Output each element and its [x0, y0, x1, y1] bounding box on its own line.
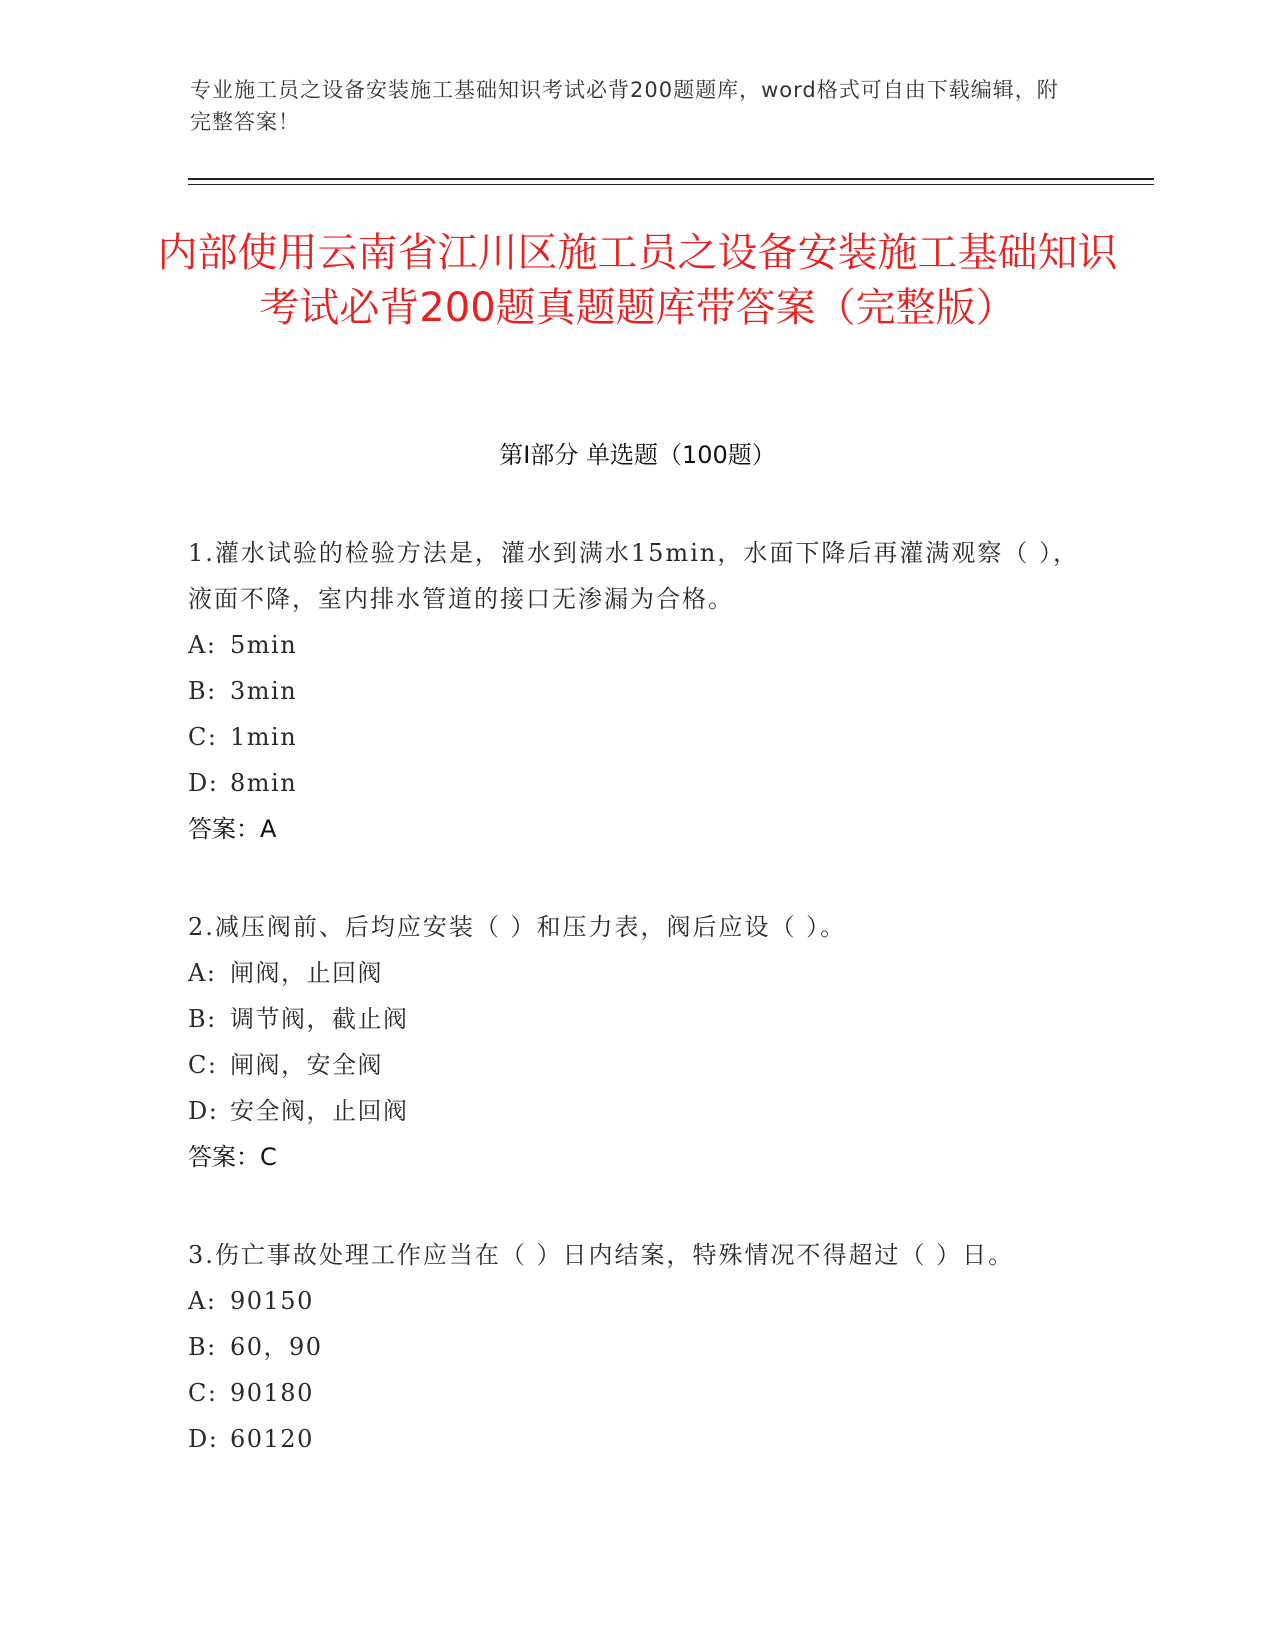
question-item: [188, 530, 1088, 852]
option-d: [188, 1088, 1088, 1134]
option-key: B:: [188, 1333, 217, 1361]
header-divider-thick: [188, 178, 1154, 180]
question-item: [188, 1232, 1088, 1462]
answer-text: 答案：A: [188, 815, 277, 843]
question-text: 3.伤亡事故处理工作应当在（ ）日内结案，特殊情况不得超过（ ）日。: [188, 1241, 1015, 1269]
option-key: C:: [188, 1051, 218, 1079]
option-c: [188, 1042, 1088, 1088]
option-a: [188, 622, 1088, 668]
option-key: D:: [188, 1097, 219, 1125]
option-d: [188, 760, 1088, 806]
option-key: A:: [188, 959, 217, 987]
option-value: 60，90: [230, 1333, 323, 1361]
option-value: 安全阀，止回阀: [230, 1097, 409, 1125]
option-c: [188, 714, 1088, 760]
option-a: [188, 1278, 1088, 1324]
header-note: 专业施工员之设备安装施工基础知识考试必背200题题库，word格式可自由下载编辑，附完整答案！: [190, 78, 1059, 134]
answer-text: 答案：C: [188, 1143, 277, 1171]
option-value: 90150: [230, 1287, 314, 1315]
option-value: 1min: [230, 723, 298, 751]
option-key: D:: [188, 769, 219, 797]
document-title: 内部使用云南省江川区施工员之设备安装施工基础知识考试必背200题真题题库带答案（完整版）: [157, 230, 1118, 331]
option-value: 90180: [230, 1379, 314, 1407]
question-text: 1.灌水试验的检验方法是，灌水到满水15min，水面下降后再灌满观察（ ），液面不降，室内排水管道的接口无渗漏为合格。: [188, 539, 1079, 613]
option-value: 8min: [230, 769, 298, 797]
option-b: [188, 996, 1088, 1042]
option-b: [188, 668, 1088, 714]
option-key: B:: [188, 1005, 217, 1033]
option-value: 闸阀，止回阀: [230, 959, 383, 987]
option-key: A:: [188, 1287, 217, 1315]
option-key: A:: [188, 631, 217, 659]
option-key: D:: [188, 1425, 219, 1453]
question-item: [188, 904, 1088, 1180]
option-value: 闸阀，安全阀: [230, 1051, 383, 1079]
option-a: [188, 950, 1088, 996]
header-divider-thin: [188, 184, 1154, 185]
option-key: C:: [188, 723, 218, 751]
option-value: 3min: [230, 677, 298, 705]
option-c: [188, 1370, 1088, 1416]
option-key: B:: [188, 677, 217, 705]
option-d: [188, 1416, 1088, 1462]
option-key: C:: [188, 1379, 218, 1407]
option-b: [188, 1324, 1088, 1370]
section-title: 第Ⅰ部分 单选题（100题）: [499, 441, 776, 469]
option-value: 调节阀，截止阀: [230, 1005, 409, 1033]
option-value: 60120: [230, 1425, 314, 1453]
option-value: 5min: [230, 631, 298, 659]
question-text: 2.减压阀前、后均应安装（ ）和压力表，阀后应设（ ）。: [188, 913, 847, 941]
question-list: [188, 530, 1088, 1514]
